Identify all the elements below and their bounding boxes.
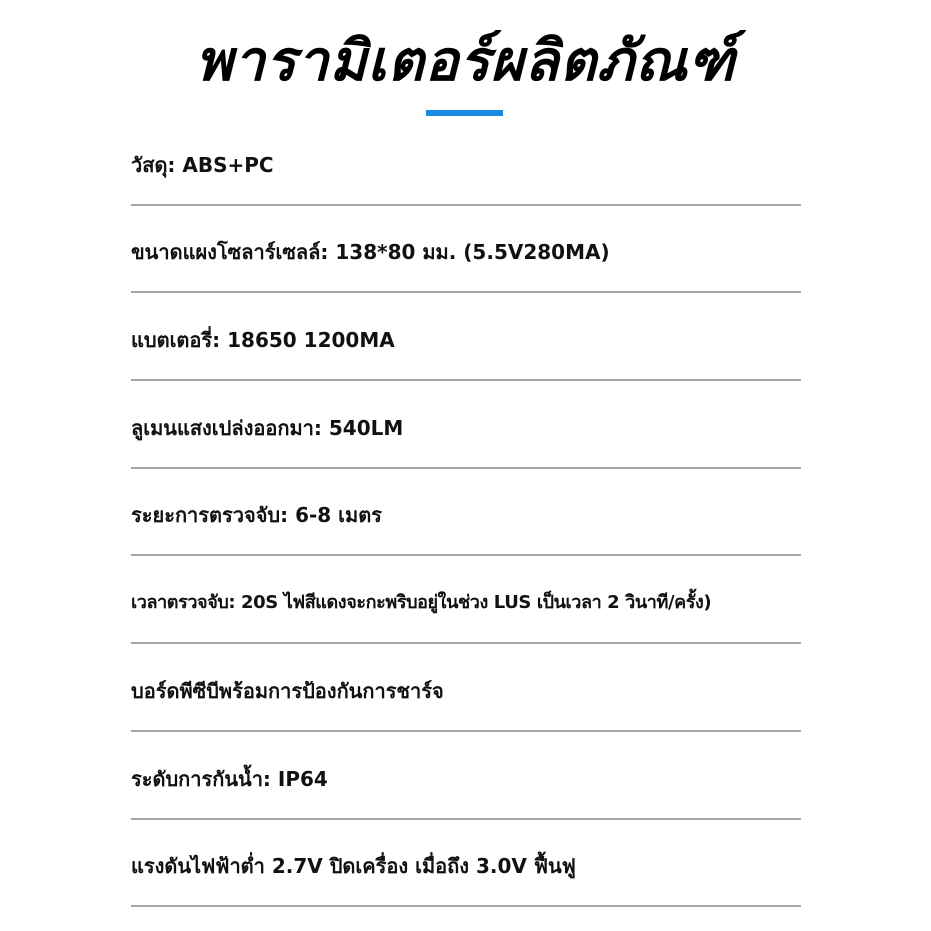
spec-solar-panel-size: ขนาดแผงโซลาร์เซลล์: 138*80 มม. (5.5V280MA) [131, 240, 610, 265]
spec-row-material [131, 118, 801, 206]
spec-row-charge-protection [131, 644, 801, 732]
spec-low-voltage: แรงดันไฟฟ้าต่ำ 2.7V ปิดเครื่อง เมื่อถึง 3.0V ฟื้นฟู [131, 854, 576, 879]
title-underline [426, 110, 503, 116]
spec-row-detection-time [131, 556, 801, 644]
spec-row-battery [131, 293, 801, 381]
page-title: พารามิเตอร์ผลิตภัณฑ์ [195, 29, 736, 94]
spec-row-low-voltage [131, 820, 801, 908]
spec-row-lumens [131, 381, 801, 469]
spec-waterproof-rating: ระดับการกันน้ำ: IP64 [131, 766, 328, 791]
spec-material: วัสดุ: ABS+PC [131, 152, 274, 177]
spec-row-solar-panel-size [131, 206, 801, 294]
spec-charge-protection: บอร์ดพีซีบีพร้อมการป้องกันการชาร์จ [131, 678, 444, 703]
spec-battery: แบตเตอรี่: 18650 1200MA [131, 328, 395, 353]
spec-detection-range: ระยะการตรวจจับ: 6-8 เมตร [131, 503, 382, 528]
spec-detection-time: เวลาตรวจจับ: 20S ไฟสีแดงจะกะพริบอยู่ในช่วง LUS เป็นเวลา 2 วินาที/ครั้ง) [131, 592, 712, 614]
spec-lumens: ลูเมนแสงเปล่งออกมา: 540LM [131, 415, 404, 440]
spec-row-waterproof-rating [131, 732, 801, 820]
spec-list [131, 118, 801, 907]
spec-row-detection-range [131, 469, 801, 557]
